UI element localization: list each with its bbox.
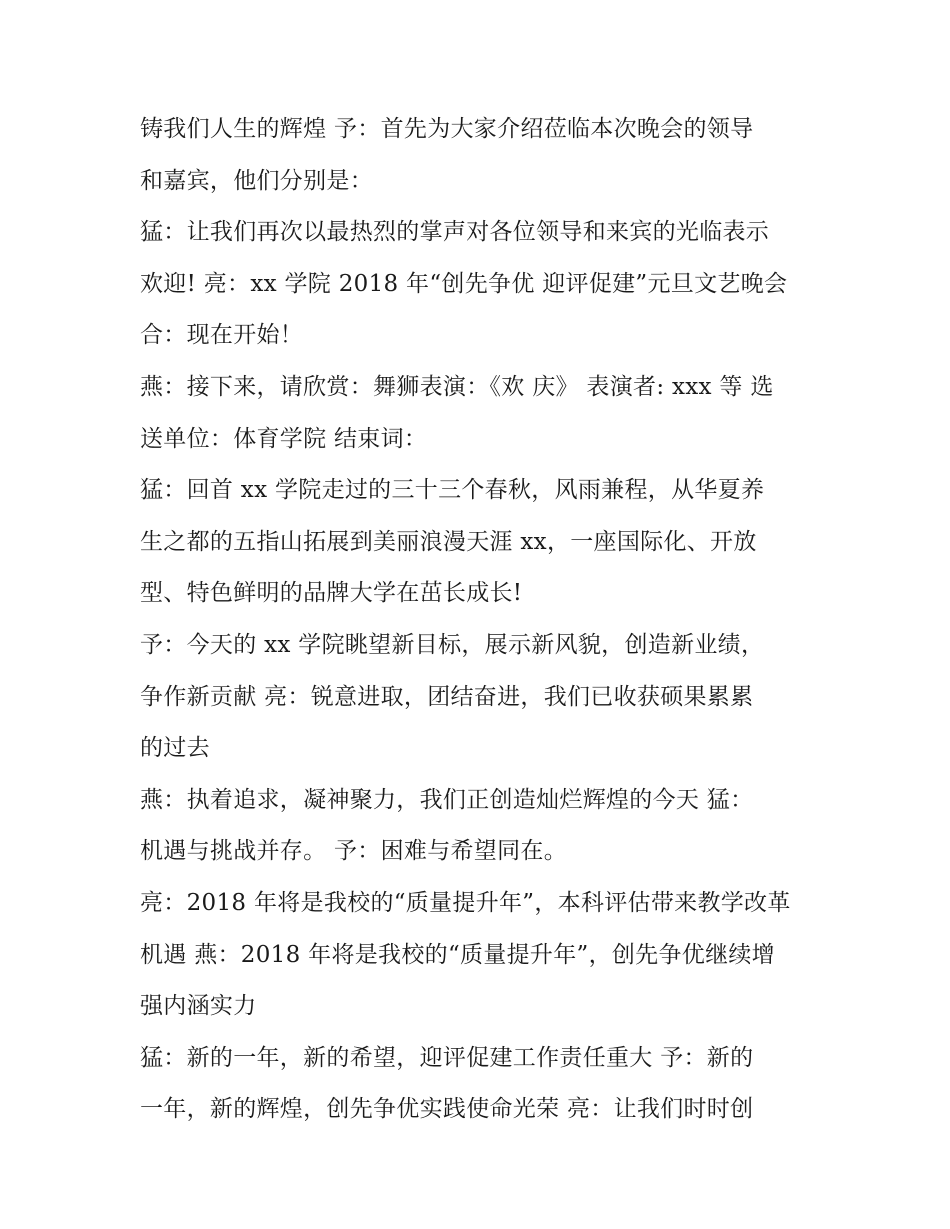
text-line: 猛：新的一年，新的希望，迎评促建工作责任重大 予：新的 — [140, 1044, 754, 1071]
text-line: 型、特色鲜明的品牌大学在茁长成长! — [140, 580, 523, 607]
text-line: 猛：回首 xx 学院走过的三十三个春秋，风雨兼程，从华夏养 — [140, 477, 765, 504]
text-line: 生之都的五指山拓展到美丽浪漫天涯 xx，一座国际化、开放 — [140, 528, 757, 555]
text-line: 燕：接下来，请欣赏：舞狮表演：《欢 庆》 表演者: xxx 等 选 — [140, 373, 774, 400]
text-line: 和嘉宾，他们分别是： — [140, 167, 373, 194]
text-line: 欢迎! 亮：xx 学院 2018 年“创先争优 迎评促建”元旦文艺晚会 — [140, 270, 788, 297]
text-line: 强内涵实力 — [140, 993, 257, 1020]
text-line: 争作新贡献 亮：锐意进取，团结奋进，我们已收获硕果累累 — [140, 683, 754, 710]
text-line: 猛：让我们再次以最热烈的掌声对各位领导和来宾的光临表示 — [140, 219, 770, 246]
text-line: 送单位：体育学院 结束词： — [140, 425, 428, 452]
text-line: 的过去 — [140, 735, 210, 762]
text-line: 亮：2018 年将是我校的“质量提升年”，本科评估带来教学改革 — [140, 889, 791, 916]
text-line: 一年，新的辉煌，创先争优实践使命光荣 亮：让我们时时创 — [140, 1096, 754, 1123]
text-line: 铸我们人生的辉煌 予：首先为大家介绍莅临本次晚会的领导 — [140, 116, 754, 142]
text-line: 燕：执着追求，凝神聚力，我们正创造灿烂辉煌的今天 猛： — [140, 786, 754, 813]
text-line: 机遇与挑战并存。 予：困难与希望同在。 — [140, 838, 568, 865]
text-line: 合：现在开始！ — [140, 322, 304, 349]
text-line: 机遇 燕：2018 年将是我校的“质量提升年”，创先争优继续增 — [140, 941, 775, 968]
document-body — [140, 104, 820, 1136]
text-line: 予：今天的 xx 学院眺望新目标，展示新风貌，创造新业绩， — [140, 631, 765, 658]
